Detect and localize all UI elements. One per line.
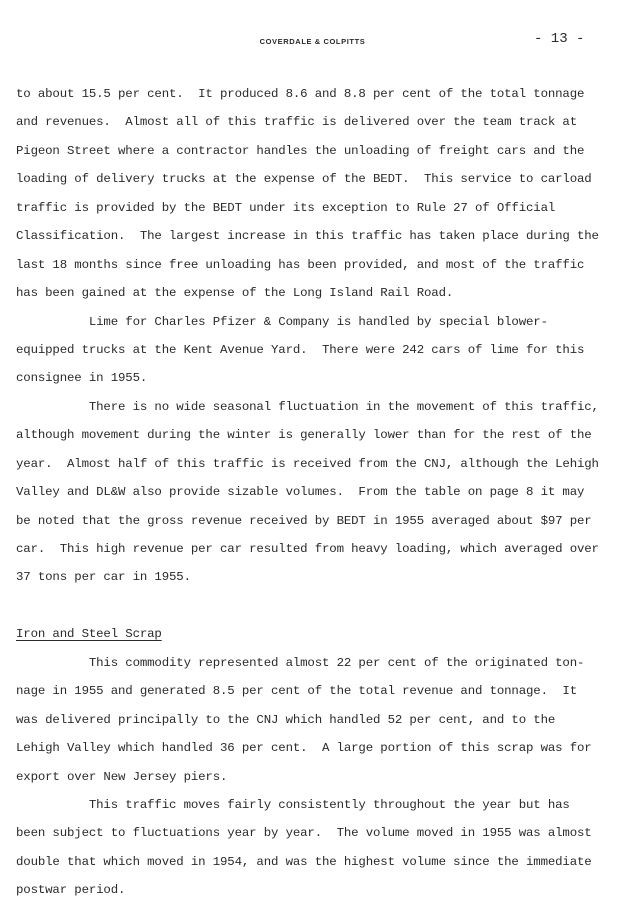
section-heading-text: Iron and Steel Scrap (16, 627, 162, 642)
text-line: nage in 1955 and generated 8.5 per cent of the total revenue and tonnage. It (16, 684, 577, 699)
text-line: been subject to fluctuations year by year. The volume moved in 1955 was almost (16, 826, 592, 841)
text-line: Pigeon Street where a contractor handles the unloading of freight cars and the (16, 143, 585, 158)
document-body (16, 80, 599, 905)
text-line: This commodity represented almost 22 per cent of the originated ton- (16, 655, 585, 670)
text-line: equipped trucks at the Kent Avenue Yard. There were 242 cars of lime for this (16, 342, 585, 357)
text-line: was delivered principally to the CNJ which handled 52 per cent, and to the (16, 712, 556, 727)
text-line: be noted that the gross revenue received by BEDT in 1955 averaged about $97 per (16, 513, 592, 528)
text-line: to about 15.5 per cent. It produced 8.6 and 8.8 per cent of the total tonnage (16, 87, 585, 101)
text-line: This traffic moves fairly consistently throughout the year but has (16, 797, 570, 812)
page-number: - 13 - (534, 31, 585, 47)
text-line: year. Almost half of this traffic is received from the CNJ, although the Lehigh (16, 456, 599, 471)
text-line: last 18 months since free unloading has been provided, and most of the traffic (16, 257, 585, 272)
text-line: 37 tons per car in 1955. (16, 570, 191, 585)
text-line: Lehigh Valley which handled 36 per cent. A large portion of this scrap was for (16, 741, 592, 756)
text-line: loading of delivery trucks at the expense of the BEDT. This service to carload (16, 172, 592, 187)
text-line: car. This high revenue per car resulted from heavy loading, which averaged over (16, 542, 599, 556)
text-line: export over New Jersey piers. (16, 769, 228, 784)
section-heading (16, 620, 586, 648)
text-line: has been gained at the expense of the Long Island Rail Road. (16, 286, 454, 301)
text-line: although movement during the winter is generally lower than for the rest of the (16, 428, 592, 443)
firm-header: COVERDALE & COLPITTS (259, 37, 366, 46)
text-line: and revenues. Almost all of this traffic is delivered over the team track at (16, 115, 577, 130)
text-line: traffic is provided by the BEDT under its exception to Rule 27 of Official (16, 200, 556, 215)
text-line: double that which moved in 1954, and was the highest volume since the immediate (16, 854, 592, 869)
text-line: There is no wide seasonal fluctuation in the movement of this traffic, (16, 399, 599, 414)
text-line: postwar period. (16, 883, 126, 898)
text-line: Valley and DL&W also provide sizable volumes. From the table on page 8 it may (16, 485, 585, 500)
text-line: Lime for Charles Pfizer & Company is handled by special blower- (16, 314, 548, 329)
blank-line (16, 592, 586, 620)
text-line: consignee in 1955. (16, 371, 148, 386)
text-line: Classification. The largest increase in this traffic has taken place during the (16, 229, 599, 244)
